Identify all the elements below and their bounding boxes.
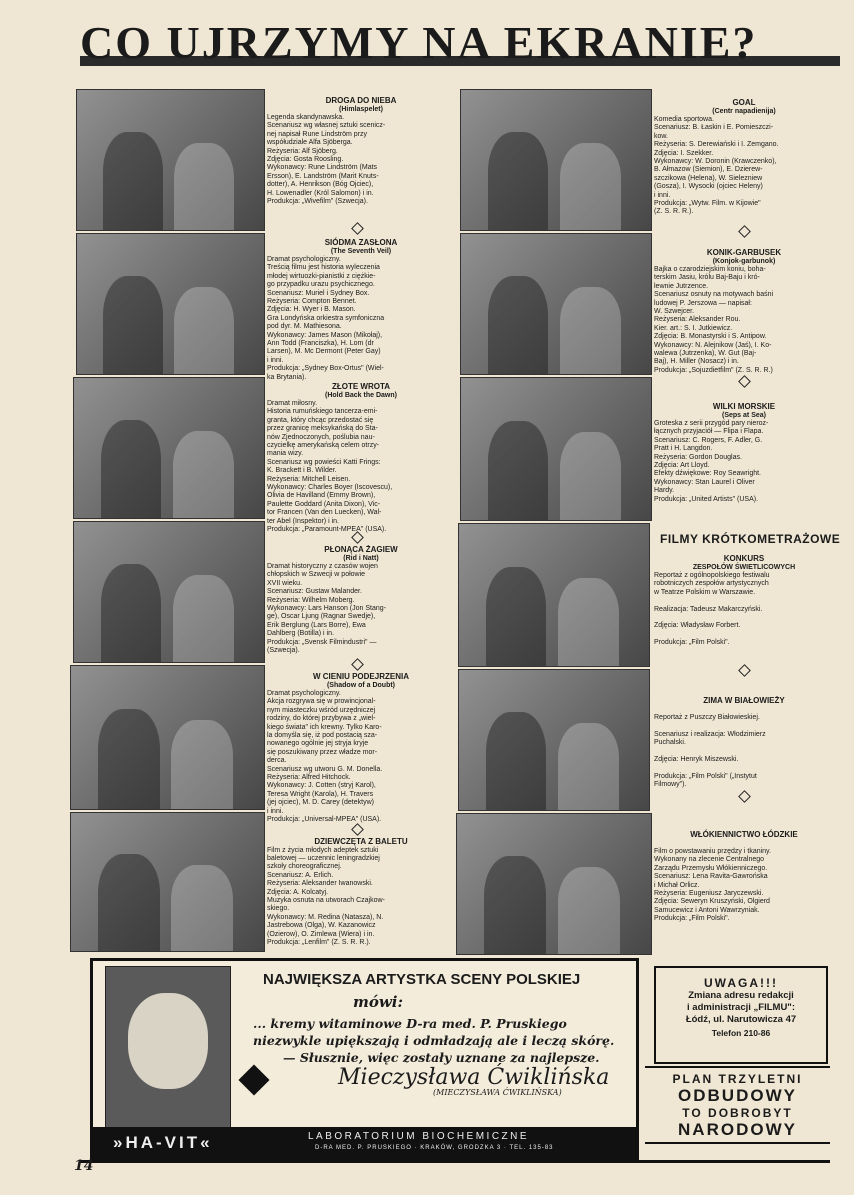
film-entry <box>267 672 455 825</box>
ad-says: mówi: <box>353 993 404 1011</box>
film-line: Teresa Wright (Karola), H. Travers <box>267 790 374 798</box>
film-line: Produkcja: „Film Polski". <box>654 639 730 647</box>
film-line: Zarządu Przemysłu Włókienniczego. <box>654 864 768 872</box>
film-line: granta, który chcąc przedostać się <box>267 416 374 424</box>
film-line: Produkcja: „Sydney Box-Ortus" (Wiel- <box>267 365 384 373</box>
film-line: Jastrebowa (Olga), W. Kazanowicz <box>267 922 376 930</box>
film-line: pod dyr. M. Mathiesona. <box>267 323 342 331</box>
film-line: Hardy. <box>654 487 675 495</box>
film-line: Reżyseria: Gordon Douglas. <box>654 453 742 461</box>
film-title: W CIENIU PODEJRZENIA <box>312 672 409 681</box>
film-line: Muzyka osnuta na utworach Czajkow- <box>267 896 385 904</box>
film-line: ter Abel (Inspektor) i in. <box>267 517 339 525</box>
photo-w-cieniu-podejrzenia <box>70 665 265 810</box>
film-line: Dramat psychologiczny. <box>267 256 341 263</box>
film-line: szczikowa (Helena), W. Sielezniew <box>654 174 763 182</box>
film-line: młodej wirtuozki-pianistki z ciężkie- <box>267 272 376 280</box>
film-line <box>654 840 834 848</box>
film-subtitle: (Himlaspelet) <box>339 105 383 113</box>
film-line: Produkcja: „Paramount-MPEA" (USA). <box>267 526 387 534</box>
film-line: Produkcja: „Sojuzdietfilm" (Z. S. R. R.) <box>654 366 773 374</box>
film-entry <box>654 98 834 217</box>
film-line: Wykonawcy: N. Alejnikow (Jaś), I. Ko- <box>654 341 772 349</box>
film-line: Wykonawcy: M. Redina (Natasza), N. <box>267 913 384 921</box>
signature-caption: (MIECZYSŁAWA ĆWIKLIŃSKA) <box>433 1088 562 1097</box>
film-line: Dramat psychologiczny. <box>267 690 341 697</box>
film-line: Zdjęcia: Art Lloyd. <box>654 462 710 470</box>
film-line: Wykonawcy: J. Cotten (stryj Karol), <box>267 782 376 790</box>
film-line: (jej ojciec), M. D. Carey (detektyw) <box>267 799 374 807</box>
film-line: walewa (Jutrzenka), W. Gut (Baj- <box>654 350 757 358</box>
film-line: Larsen), M. Mc Dermont (Peter Gay) <box>267 348 381 356</box>
film-line: Olivia de Havilland (Emmy Brown), <box>267 492 376 500</box>
footer-rule <box>80 1160 830 1163</box>
film-line: ka Brytania). <box>267 373 307 381</box>
film-line: Produkcja: „Universal-MPEA" (USA). <box>267 816 382 824</box>
film-line: Film z życia młodych adeptek sztuki <box>267 846 379 854</box>
separator-diamond <box>738 225 751 238</box>
film-line: Scenariusz wg powieści Katti Frings: <box>267 458 381 466</box>
address-change-notice <box>654 966 828 1064</box>
film-line: Produkcja: „United Artists" (USA). <box>654 495 759 503</box>
film-title: PŁONĄCA ŻAGIEW <box>324 545 398 554</box>
film-line: Wykonawcy: Rune Lindström (Mats <box>267 164 378 172</box>
film-line: Wykonany na zlecenie Centralnego <box>654 856 765 864</box>
film-line: Dahlberg (Botilla) i in. <box>267 630 334 638</box>
film-entry <box>654 696 834 790</box>
film-line: Wykonawcy: Lars Hanson (Jon Stang- <box>267 605 386 613</box>
film-line: i Michał Orlicz. <box>654 881 700 889</box>
havit-advertisement <box>90 958 639 1162</box>
film-line: Ann Todd (Franciszka), H. Lom (dr <box>267 340 374 348</box>
film-entry <box>267 837 455 947</box>
film-line: Efekty dźwiękowe: Roy Seawright. <box>654 470 761 478</box>
separator-diamond <box>351 823 364 836</box>
notice-phone: Telefon 210-86 <box>711 1028 771 1038</box>
film-line: Treścią filmu jest historia wyleczenia <box>267 264 380 272</box>
film-line: Historia rumuńskiego tancerza-emi- <box>267 408 378 416</box>
film-line: Produkcja: „Lenfilm" (Z. S. R. R.). <box>267 938 371 946</box>
film-line: mania wizy. <box>267 450 304 458</box>
film-line: Scenariusz: Muriel i Sydney Box. <box>267 289 370 297</box>
plan-line: ODBUDOWY <box>678 1086 797 1105</box>
photo-konkurs <box>458 523 650 667</box>
page-header <box>80 16 840 86</box>
film-line: szkoły choreograficznej. <box>267 863 342 871</box>
film-title: ZIMA W BIAŁOWIEŻY <box>703 696 785 705</box>
film-entry <box>654 402 834 504</box>
film-line: Reportaż z Puszczy Białowieskiej. <box>654 713 760 721</box>
notice-line: i administracji „FILMU": <box>687 1002 795 1013</box>
film-line: derca. <box>267 757 287 765</box>
film-line: skiego. <box>267 905 290 913</box>
film-line: Scenariusz: Lena Ravita-Gawrońska <box>654 873 768 881</box>
photo-dziewczeta-z-baletu <box>70 812 265 952</box>
film-entry <box>654 248 834 375</box>
film-line: Reżyseria: Aleksander Rou. <box>654 316 741 324</box>
film-line: ludowej P. Jerszowa — napisał: <box>654 299 752 307</box>
film-title: WŁÓKIENNICTWO ŁÓDZKIE <box>690 830 798 839</box>
film-line: kiego świata" ich krewny. Tylko Karo- <box>267 723 382 731</box>
film-line: Zdjęcia: I. Szekker. <box>654 149 714 157</box>
photo-plonaca-zagiew <box>73 521 265 663</box>
film-line: Reżyseria: S. Derewiański i I. Zemgano. <box>654 141 779 149</box>
film-line: (Gosza), I. Wysocki (ojciec Heleny) <box>654 183 763 191</box>
film-line: Wykonawcy: James Mason (Mikołaj), <box>267 331 383 339</box>
photo-siodma-zaslona <box>76 233 265 375</box>
film-line: Puchalski. <box>654 739 686 747</box>
film-line: Reportaż z ogólnopolskiego festiwalu <box>654 572 770 579</box>
film-line: czycielkę amerykańską celem otrzy- <box>267 442 380 450</box>
short-films-heading: FILMY KRÓTKOMETRAŻOWE <box>660 532 841 546</box>
film-line: Wykonawcy: Stan Laurel i Oliver <box>654 478 755 486</box>
film-line: nej napisał Rune Lindström przy <box>267 130 367 138</box>
film-subtitle: ZESPOŁÓW ŚWIETLICOWYCH <box>692 563 796 571</box>
film-line <box>654 614 834 622</box>
film-line: Ersson), E. Landström (Marit Knuts- <box>267 172 379 180</box>
film-line: Produkcja: „Wytw. Film. w Kijowie" <box>654 200 761 208</box>
film-title: DROGA DO NIEBA <box>325 96 397 105</box>
film-line: przez granicę meksykańską do Sta- <box>267 425 378 433</box>
film-line: nym miasteczku wśród urzędniczej <box>267 706 376 714</box>
film-line: (Ozierow), O. Zimlewa (Wiera) i in. <box>267 930 375 938</box>
plan-line: NARODOWY <box>645 1120 830 1144</box>
film-line: dotter), A. Henrikson (Bóg Ojciec), <box>267 181 374 189</box>
film-title: KONIK-GARBUSEK <box>706 248 782 257</box>
film-line <box>654 631 834 639</box>
film-line: i inni. <box>267 356 284 364</box>
havit-logo-icon <box>238 1064 269 1095</box>
ad-slogan-line: niezwykle upiększają i odmładzają ale i leczą skórę. <box>253 1033 615 1048</box>
film-line: H. Lowenadler (Król Salomon) i in. <box>267 189 374 197</box>
film-line: ge), Oscar Ljung (Ragnar Swedje), <box>267 613 376 621</box>
film-line: Filmowy"). <box>654 781 687 789</box>
film-line: go przypadku urazu psychicznego. <box>267 281 375 289</box>
film-line: i inni. <box>654 191 671 199</box>
film-line: Bajka o czarodziejskim koniu, boha- <box>654 266 766 273</box>
film-title: GOAL <box>732 98 756 107</box>
ad-slogan-line: ... kremy witaminowe D-ra med. P. Pruskiego <box>253 1016 567 1031</box>
film-line: Reżyseria: Compton Bennet. <box>267 298 357 306</box>
film-line: Dramat historyczny z czasów wojen <box>267 563 378 570</box>
film-line: K. Brackett i B. Wilder. <box>267 467 337 475</box>
film-line: Zdjęcia: A. Kolcatyj. <box>267 888 329 896</box>
film-line: Legenda skandynawska. <box>267 114 345 121</box>
film-line: Zdjęcia: B. Monastyrski i S. Antipow. <box>654 333 767 341</box>
film-line: Reżyseria: Aleksander Iwanowski. <box>267 880 373 888</box>
film-entry <box>267 545 455 655</box>
film-line: Kier. art.: S. I. Jutkiewicz. <box>654 324 733 332</box>
notice-line: Zmiana adresu redakcji <box>688 990 794 1001</box>
page-number: 14 <box>74 1158 94 1174</box>
film-subtitle: (Hold Back the Dawn) <box>325 391 397 399</box>
film-line: XVII wieku. <box>267 579 303 587</box>
notice-heading: UWAGA!!! <box>704 976 778 990</box>
separator-diamond <box>738 664 751 677</box>
page-title: CO UJRZYMY NA EKRANIE? <box>80 17 758 68</box>
film-line: Produkcja: „Wivefilm" (Szwecja). <box>267 198 368 206</box>
film-line: Erik Berglung (Lars Borre), Ewa <box>267 621 366 629</box>
film-entry <box>267 382 455 535</box>
film-line: Scenariusz: B. Łaskin i E. Pomieszczi- <box>654 124 774 132</box>
film-line: Produkcja: „Film Polski" („Instytut <box>654 772 757 780</box>
film-subtitle: (Seps at Sea) <box>722 411 766 419</box>
plan-slogan <box>645 1066 830 1144</box>
film-line: chłopskich w Szwecji w połowie <box>267 571 366 579</box>
film-line: Groteska z serii przygód pary nieroz- <box>654 420 769 427</box>
photo-droga-do-nieba <box>76 89 265 231</box>
film-line: Paulette Goddard (Anita Dixon), Vic- <box>267 500 381 508</box>
film-line: Film o powstawaniu przędzy i tkaniny. <box>654 847 771 855</box>
film-line: Scenariusz osnuty na motywach baśni <box>654 291 774 299</box>
photo-goal <box>460 89 652 231</box>
film-line: Scenariusz: Gustaw Malander. <box>267 588 362 596</box>
film-line <box>654 748 834 756</box>
film-line: Zdjęcia: Władysław Forbert. <box>654 622 741 630</box>
film-line: baletowej — uczennic leningradzkiej <box>267 854 380 862</box>
film-line: Gra Londyńska orkiestra symfoniczna <box>267 314 385 322</box>
film-line: (Szwecja). <box>267 647 300 655</box>
film-subtitle: (The Seventh Veil) <box>330 247 392 255</box>
plan-line: TO DOBROBYT <box>682 1106 793 1120</box>
film-line: Reżyseria: Wilhelm Moberg. <box>267 596 355 604</box>
film-line: Zdjęcia: H. Wyer i B. Mason. <box>267 306 356 314</box>
photo-wlokiennictwo-lodzkie <box>456 813 652 955</box>
film-line: lewnie Jutrzence. <box>654 282 709 290</box>
film-title: DZIEWCZĘTA Z BALETU <box>314 837 408 846</box>
ad-footer-band <box>93 1127 636 1159</box>
film-title: WILKI MORSKIE <box>712 402 776 411</box>
separator-diamond <box>738 790 751 803</box>
film-line <box>654 706 834 714</box>
film-line: W. Szwejcer. <box>654 308 695 316</box>
film-line: Produkcja: „Svensk Filmindustri" — <box>267 638 377 646</box>
photo-konik-garbusek <box>460 233 652 375</box>
photo-zima-w-bialowiezy <box>458 669 650 811</box>
separator-diamond <box>351 222 364 235</box>
film-line: Reżyseria: Alf Sjöberg. <box>267 147 338 155</box>
film-line: Scenariusz i realizacja: Włodzimierz <box>654 730 766 738</box>
film-line: Samucewicz i Antoni Wawrzyniak. <box>654 906 760 914</box>
signature-image: Mieczysława Ćwiklińska <box>338 1065 610 1090</box>
film-line: w Teatrze Polskim w Warszawie. <box>654 588 756 596</box>
film-subtitle: (Konjok-garbunok) <box>712 257 776 265</box>
film-line: robotniczych zespołów artystycznych <box>654 580 769 588</box>
film-line: kow. <box>654 132 669 140</box>
film-line: Zdjęcia: Gosta Roosling. <box>267 156 344 164</box>
photo-zlote-wrota <box>73 377 265 519</box>
film-line: łącznych przyjaciół — Flipa i Flapa. <box>654 428 764 436</box>
actress-portrait <box>105 966 231 1128</box>
lab-address: D-RA MED. P. PRUSKIEGO · KRAKÓW, GRODZKA 3 · TEL. 135-83 <box>315 1145 554 1151</box>
film-title: SIÓDMA ZASŁONA <box>324 238 398 247</box>
film-line: się poszukiwany przez władze mor- <box>267 748 378 756</box>
film-line: B. Ałmazow (Siemion), E. Dzierew- <box>654 166 763 174</box>
ad-headline: NAJWIĘKSZA ARTYSTKA SCENY POLSKIEJ <box>263 971 581 988</box>
film-line: Zdjęcia: Henryk Miszewski. <box>654 755 739 763</box>
film-line: Produkcja: „Film Polski". <box>654 915 730 923</box>
film-entry <box>267 238 455 382</box>
film-line <box>654 764 834 772</box>
film-line: Scenariusz: A. Erlich. <box>267 871 334 879</box>
film-entry <box>654 554 834 648</box>
ad-slogan-line: — Słusznie, więc zostały uznane za najlepsze. <box>283 1050 600 1065</box>
film-line: Wykonawcy: Charles Boyer (Iscovescu), <box>267 484 393 492</box>
plan-line: PLAN TRZYLETNI <box>645 1066 830 1086</box>
film-line: Pratt i H. Langdon. <box>654 445 713 453</box>
film-line: Realizacja: Tadeusz Makarczyński. <box>654 605 763 613</box>
film-line: i inni. <box>267 807 284 815</box>
film-line: współudziale Alfa Sjöberga. <box>267 139 353 147</box>
film-subtitle: (Centr napadienija) <box>712 107 776 115</box>
film-line: nów Zjednoczonych, poślubia nau- <box>267 433 375 441</box>
film-entry <box>654 830 834 924</box>
film-line <box>654 597 834 605</box>
film-title: KONKURS <box>723 554 765 563</box>
separator-diamond <box>351 658 364 671</box>
film-line: la domyśla się, iż pod postacią sza- <box>267 732 378 740</box>
film-line: Scenariusz: C. Rogers, F. Adler, G. <box>654 436 763 444</box>
film-subtitle: (Shadow of a Doubt) <box>326 681 396 689</box>
film-line: Wykonawcy: W. Doronin (Krawczenko), <box>654 158 777 166</box>
film-line: Scenariusz wg utworu G. M. Donella. <box>267 765 383 773</box>
lab-name: LABORATORIUM BIOCHEMICZNE <box>308 1131 530 1142</box>
brand-name: »HA-VIT« <box>113 1133 213 1152</box>
film-line: terskim Jasiu, królu Baj-Baju i kró- <box>654 274 760 282</box>
film-title: ZŁOTE WROTA <box>331 382 391 391</box>
film-line <box>654 722 834 730</box>
film-line: rodziny, do której przybywa z „wiel- <box>267 715 376 723</box>
film-line: Reżyseria: Mitchell Leisen. <box>267 475 351 483</box>
film-line: Scenariusz wg własnej sztuki scenicz- <box>267 122 386 130</box>
film-line: Akcja rozgrywa się w prowincjonal- <box>267 698 376 706</box>
notice-line: Łódź, ul. Narutowicza 47 <box>685 1014 797 1025</box>
film-entry <box>267 96 455 206</box>
film-line: tor Francen (Van den Luecken), Wal- <box>267 509 382 517</box>
film-line: nowanego ogólnie jej stryja kryje <box>267 740 369 748</box>
film-line: (Z. S. R. R.). <box>654 208 694 216</box>
film-line: Reżyseria: Alfred Hitchock. <box>267 774 351 782</box>
separator-diamond <box>738 375 751 388</box>
film-line: Reżyseria: Eugeniusz Jaryczewski. <box>654 889 764 897</box>
film-subtitle: (Rid i Natt) <box>343 554 379 562</box>
film-line: Baj), H. Miller (Nosacz) i in. <box>654 358 739 366</box>
film-line: Zdjęcia: Seweryn Kruszyński, Olgierd <box>654 898 770 906</box>
film-line: Komedia sportowa. <box>654 116 714 123</box>
film-line: Dramat miłosny. <box>267 400 318 407</box>
photo-wilki-morskie <box>460 377 652 521</box>
